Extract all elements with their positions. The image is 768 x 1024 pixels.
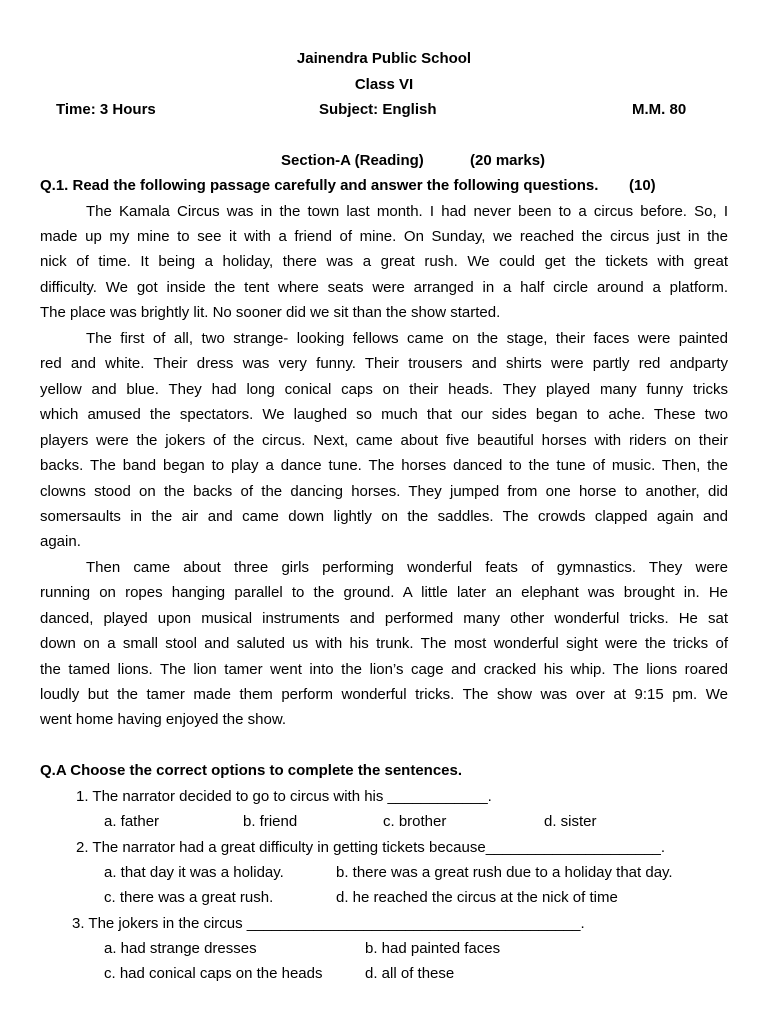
class-label: Class VI xyxy=(354,76,414,93)
passage-line: The Kamala Circus was in the town last month. I had never been to a circus before. So, I xyxy=(86,203,728,220)
passage-line: down on a small stool and saluted us with his trunk. The most wonderful sight were the tricks of xyxy=(40,635,728,652)
qa-heading: Q.A Choose the correct options to complete the sentences. xyxy=(40,762,463,779)
passage-line: backs. The band began to play a dance tune. The horses danced to the tune of music. Then, the xyxy=(40,457,728,474)
option-d: d. he reached the circus at the nick of time xyxy=(336,889,618,906)
option-c: c. had conical caps on the heads xyxy=(104,965,323,982)
section-title: Section-A (Reading) xyxy=(281,152,424,169)
time-label: Time: 3 Hours xyxy=(56,101,156,118)
max-marks-label: M.M. 80 xyxy=(632,101,687,118)
option-a: a. father xyxy=(104,813,160,830)
passage-line: which amused the spectators. We laughed so much that our sides began to ache. These two xyxy=(40,406,728,423)
passage-line: somersaults in the air and came down lightly on the saddles. The crowds clapped again and xyxy=(40,508,728,525)
passage-line: red and white. Their dress was very funny. Their trousers and shirts were partly red andparty xyxy=(40,355,728,372)
q1-marks: (10) xyxy=(629,177,656,194)
passage-line: nick of time. It being a holiday, there was a great rush. We could get the tickets with great xyxy=(40,253,728,270)
subject-label: Subject: English xyxy=(319,101,437,118)
option-a: a. that day it was a holiday. xyxy=(104,864,284,881)
option-b: b. friend xyxy=(243,813,298,830)
passage-line: The first of all, two strange- looking fellows came on the stage, their faces were painted xyxy=(86,330,728,347)
section-marks: (20 marks) xyxy=(470,152,546,169)
question-stem: 3. The jokers in the circus ________________________________________. xyxy=(72,915,585,932)
passage-line: the tamed lions. The lion tamer went into the lion’s cage and cracked his whip. The lions roared xyxy=(40,661,728,678)
passage-line: running on ropes hanging parallel to the ground. A little later an elephant was brought in. He xyxy=(40,584,728,601)
question-stem: 2. The narrator had a great difficulty in getting tickets because_____________________. xyxy=(76,839,666,856)
q1-instruction: Q.1. Read the following passage carefully and answer the following questions. xyxy=(40,177,599,194)
passage-line: danced, played upon musical instruments and performed many other wonderful tricks. He sat xyxy=(40,610,728,627)
option-b: b. there was a great rush due to a holiday that day. xyxy=(336,864,673,881)
passage-line: Then came about three girls performing wonderful feats of gymnastics. They were xyxy=(86,559,728,576)
school-name: Jainendra Public School xyxy=(296,50,472,67)
passage-line: again. xyxy=(40,533,81,550)
option-c: c. brother xyxy=(383,813,447,830)
option-b: b. had painted faces xyxy=(365,940,501,957)
passage-line: yellow and blue. They had long conical caps on their heads. They played many funny tricks xyxy=(40,381,728,398)
option-d: d. sister xyxy=(544,813,597,830)
passage-line: players were the jokers of the circus. Next, came about five beautiful horses with riders on their xyxy=(40,432,728,449)
option-c: c. there was a great rush. xyxy=(104,889,274,906)
passage-line: went home having enjoyed the show. xyxy=(40,711,286,728)
passage-line: difficulty. We got inside the tent where seats were arranged in a half circle around a platform. xyxy=(40,279,728,296)
passage-line: made up my mine to see it with a friend of mine. On Sunday, we reached the circus just in the xyxy=(40,228,728,245)
option-a: a. had strange dresses xyxy=(104,940,257,957)
passage-line: The place was brightly lit. No sooner did we sit than the show started. xyxy=(40,304,501,321)
passage-line: loudly but the tamer made them perform wonderful tricks. The show was over at 9:15 pm. We xyxy=(40,686,728,703)
option-d: d. all of these xyxy=(365,965,455,982)
passage-line: clowns stood on the backs of the dancing horses. They jumped from one horse to another, did xyxy=(40,483,728,500)
question-stem: 1. The narrator decided to go to circus with his ____________. xyxy=(76,788,492,805)
